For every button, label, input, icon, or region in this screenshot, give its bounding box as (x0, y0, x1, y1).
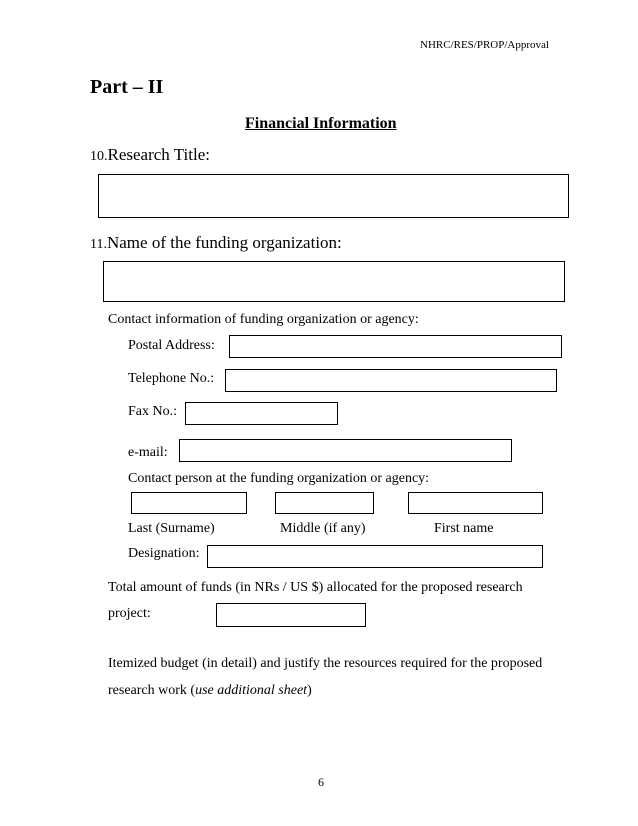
budget-text: research work ( (108, 683, 196, 698)
part-title: Part – II (90, 76, 164, 98)
research-title-question (90, 145, 210, 165)
document-reference: NHRC/RES/PROP/Approval (420, 39, 549, 51)
question-label: Name of the funding organization: (106, 233, 342, 252)
first-name-field[interactable] (408, 492, 543, 514)
fax-label: Fax No.: (128, 404, 177, 419)
funding-organization-question (90, 233, 342, 253)
designation-field[interactable] (207, 545, 543, 568)
page-number: 6 (318, 775, 324, 789)
budget-text-close: ) (307, 683, 312, 698)
last-name-label: Last (Surname) (128, 521, 215, 536)
email-label: e-mail: (128, 445, 168, 460)
funds-label-line1: Total amount of funds (in NRs / US $) allocated for the proposed research (108, 580, 523, 595)
telephone-label: Telephone No.: (128, 371, 215, 386)
postal-address-label: Postal Address: (128, 338, 215, 353)
postal-address-field[interactable] (229, 335, 562, 358)
funding-organization-field[interactable] (103, 261, 565, 302)
first-name-label: First name (434, 521, 494, 536)
fax-field[interactable] (185, 402, 338, 425)
middle-name-field[interactable] (275, 492, 374, 514)
designation-label: Designation: (128, 546, 200, 561)
question-number: 10. (90, 149, 108, 164)
budget-label-line2 (108, 683, 312, 699)
question-label: Research Title: (107, 145, 210, 164)
funds-label-line2: project: (108, 606, 151, 621)
budget-label-line1: Itemized budget (in detail) and justify the resources required for the proposed (108, 656, 543, 671)
last-name-field[interactable] (131, 492, 247, 514)
telephone-field[interactable] (225, 369, 557, 392)
funds-amount-field[interactable] (216, 603, 366, 627)
email-field[interactable] (179, 439, 512, 462)
middle-name-label: Middle (if any) (280, 521, 366, 536)
section-heading: Financial Information (245, 115, 397, 132)
budget-italic-note: use additional sheet (195, 683, 308, 698)
research-title-field[interactable] (98, 174, 569, 218)
contact-intro: Contact information of funding organization or agency: (108, 312, 419, 327)
contact-person-label: Contact person at the funding organization or agency: (128, 471, 430, 486)
question-number: 11. (90, 237, 107, 252)
